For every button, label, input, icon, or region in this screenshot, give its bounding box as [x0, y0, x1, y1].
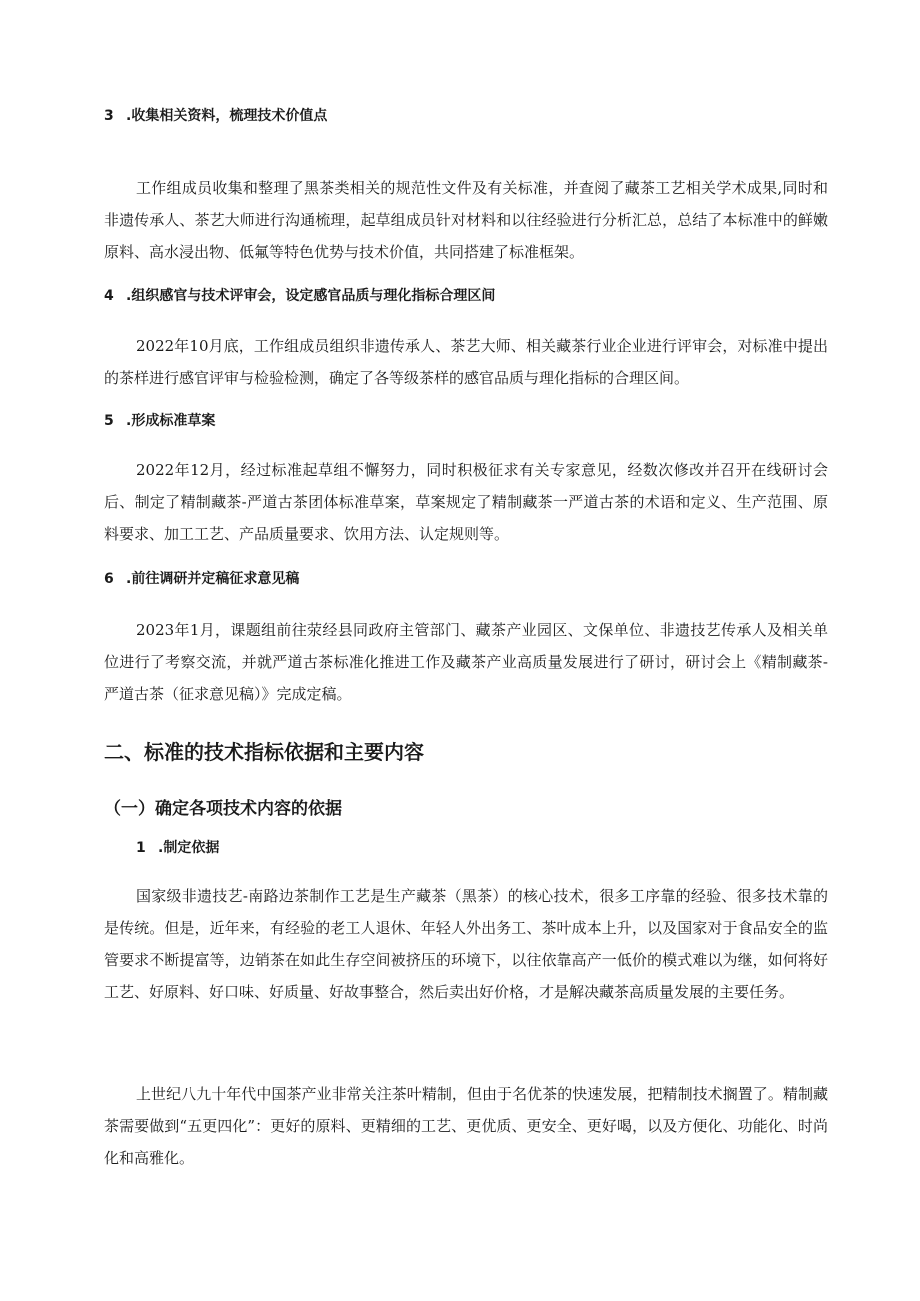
section-6-number: 6 [104, 571, 114, 587]
basis-paragraph-2: 上世纪八九十年代中国茶产业非常关注茶叶精制，但由于名优茶的快速发展，把精制技术搁置了。精制藏茶需要做到“五更四化”：更好的原料、更精细的工艺、更优质、更安全、更好喝，以及方便化、功能化、时尚化和高雅化。 [104, 1085, 828, 1167]
chapter-title: 二、标准的技术指标依据和主要内容 [104, 740, 424, 764]
section-3-title: .收集相关资料，梳理技术价值点 [126, 108, 328, 124]
subchapter-title: （一）确定各项技术内容的依据 [104, 799, 342, 819]
basis-paragraph-1: 国家级非遗技艺-南路边茶制作工艺是生产藏茶（黑茶）的核心技术，很多工序靠的经验、很多技术靠的是传统。但是，近年来，有经验的老工人退休、年轻人外出务工、茶叶成本上升，以及国家对于食品安全的监管要求不断提富等，边销茶在如此生存空间被挤压的环境下，以往依靠高产一低价的模式难以为继，如何将好工艺、好原料、好口味、好质量、好故事整合，然后卖出好价格，才是解决藏茶高质量发展的主要任务。 [104, 887, 828, 1001]
basis-number: 1 [136, 840, 146, 856]
basis-heading [136, 838, 219, 858]
section-4-paragraph: 2022年10月底，工作组成员组织非遗传承人、茶艺大师、相关藏茶行业企业进行评审会，对标准中提出的茶样进行感官评审与检验检测，确定了各等级茶样的感官品质与理化指标的合理区间。 [104, 337, 828, 387]
section-4-title: .组织感官与技术评审会，设定感官品质与理化指标合理区间 [126, 288, 496, 304]
section-5-title: .形成标准草案 [126, 413, 216, 429]
section-4-heading [104, 286, 495, 306]
section-6-paragraph: 2023年1月，课题组前往荥经县同政府主管部门、藏茶产业园区、文保单位、非遗技艺传承人及相关单位进行了考察交流，并就严道古茶标准化推进工作及藏茶产业高质量发展进行了研讨，研讨会上《精制藏茶-严道古茶（征求意见稿）》完成定稿。 [104, 621, 828, 703]
section-5-heading [104, 411, 215, 431]
section-4-number: 4 [104, 288, 114, 304]
section-6-heading [104, 569, 299, 589]
section-5-paragraph: 2022年12月，经过标准起草组不懈努力，同时积极征求有关专家意见，经数次修改并召开在线研讨会后、制定了精制藏茶-严道古茶团体标准草案，草案规定了精制藏茶一严道古茶的术语和定义、生产范围、原料要求、加工工艺、产品质量要求、饮用方法、认定规则等。 [104, 461, 828, 543]
section-3-heading [104, 106, 327, 126]
section-3-paragraph: 工作组成员收集和整理了黑茶类相关的规范性文件及有关标准，并查阅了藏茶工艺相关学术成果,同时和非遗传承人、茶艺大师进行沟通梳理，起草组成员针对材料和以往经验进行分析汇总，总结了本标准中的鲜嫩原料、高水浸出物、低氟等特色优势与技术价值，共同搭建了标准框架。 [104, 179, 828, 261]
section-3-number: 3 [104, 108, 114, 124]
section-5-number: 5 [104, 413, 114, 429]
section-6-title: .前往调研并定稿征求意见稿 [126, 571, 300, 587]
basis-title: .制定依据 [158, 840, 220, 856]
